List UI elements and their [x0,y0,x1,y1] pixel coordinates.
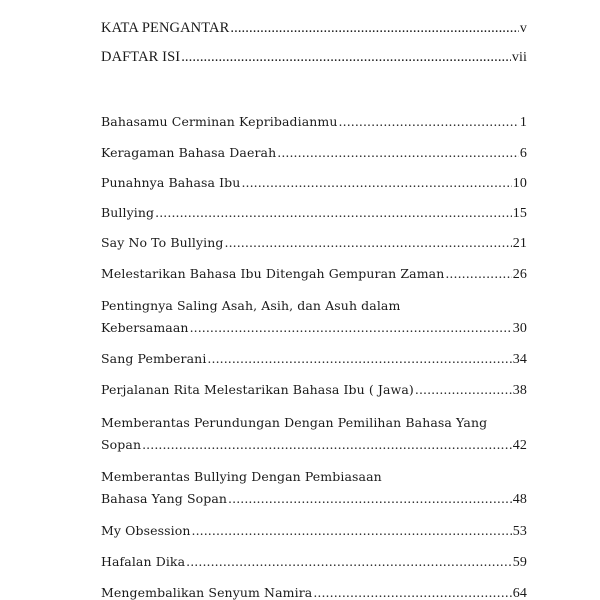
toc-entry [101,143,527,164]
toc-entry-page: 48 [512,492,527,507]
toc-entry [101,435,527,456]
toc-entry-title-line1: Memberantas Perundungan Dengan Pemilihan Bahasa Yang [101,415,488,430]
toc-entry-page: 1 [519,115,527,130]
toc-entry-title: KATA PENGANTAR [101,20,230,36]
toc-entry [101,173,527,194]
dot-leader [339,112,519,132]
dot-leader [142,435,512,455]
toc-entry-daftar-isi [101,47,527,68]
toc-entry-title: Perjalanan Rita Melestarikan Bahasa Ibu ( Jawa) [101,382,414,397]
toc-entry [101,203,527,224]
dot-leader [155,203,512,223]
toc-entry-title: My Obsession [101,523,191,538]
toc-entry-title-line1: Memberantas Bullying Dengan Pembiasaan [101,469,382,484]
toc-entry-title: Keragaman Bahasa Daerah [101,145,277,160]
toc-entry-kata-pengantar [101,18,527,39]
toc-entry [101,489,527,510]
toc-entry-page: 10 [512,176,527,191]
dot-leader [445,264,511,284]
dot-leader [228,489,512,509]
toc-entry-page: 30 [512,321,527,336]
toc-entry-title: Punahnya Bahasa Ibu [101,175,241,190]
toc-entry [101,112,527,133]
toc-entry-page: 64 [512,586,527,600]
toc-entry-page: 42 [512,438,527,453]
toc-entry [101,264,527,285]
toc-entry-title: Bahasa Yang Sopan [101,491,228,506]
toc-entry-title: DAFTAR ISI [101,49,181,65]
toc-entry-title: Sopan [101,437,142,452]
dot-leader [192,521,512,541]
toc-entry-page: 21 [512,236,527,251]
toc-entry-page: vii [511,50,527,65]
toc-entry [101,583,527,600]
toc-entry-title: Melestarikan Bahasa Ibu Ditengah Gempuran Zaman [101,266,445,281]
toc-entry-title: Hafalan Dika [101,554,186,569]
toc-entry-title: Bullying [101,205,155,220]
dot-leader [190,318,512,338]
dot-leader [313,583,511,600]
dot-leader [230,18,519,38]
dot-leader [181,47,511,67]
dot-leader [277,143,519,163]
toc-entry-page: 34 [512,352,527,367]
dot-leader [225,233,512,253]
toc-entry-page: v [519,21,527,36]
toc-entry-page: 15 [512,206,527,221]
toc-entry-title: Sang Pemberani [101,351,207,366]
toc-entry [101,552,527,573]
dot-leader [207,349,511,369]
toc-entry [101,521,527,542]
toc-entry-title: Say No To Bullying [101,235,224,250]
toc-entry-page: 26 [512,267,527,282]
toc-entry-title: Kebersamaan [101,320,189,335]
toc-entry-title-line1: Pentingnya Saling Asah, Asih, dan Asuh dalam [101,298,401,313]
toc-entry-page: 59 [512,555,527,570]
dot-leader [415,380,512,400]
toc-entry-page: 53 [512,524,527,539]
toc-entry-title: Bahasamu Cerminan Kepribadianmu [101,114,338,129]
dot-leader [186,552,512,572]
toc-entry [101,380,527,401]
toc-entry-page: 6 [519,146,527,161]
toc-entry [101,233,527,254]
toc-entry-page: 38 [512,383,527,398]
toc-entry-title: Mengembalikan Senyum Namira [101,585,313,600]
toc-entry [101,349,527,370]
dot-leader [241,173,511,193]
toc-entry [101,318,527,339]
